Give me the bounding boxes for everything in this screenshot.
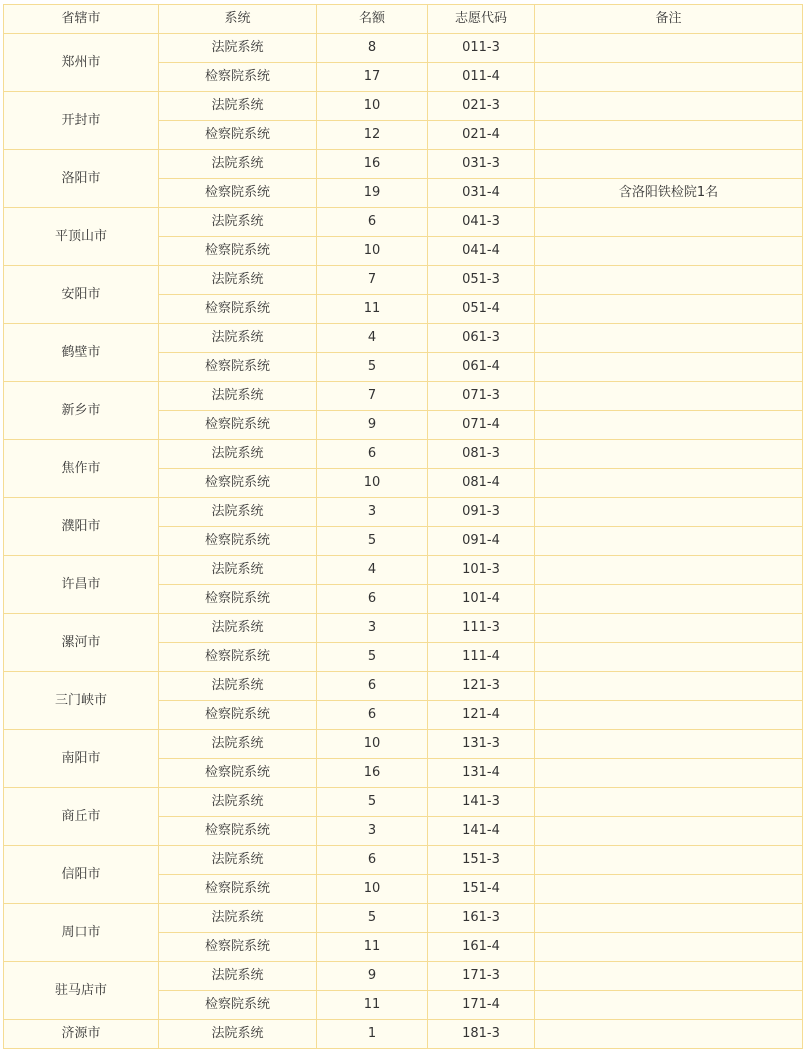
- cell-quota: 10: [317, 730, 428, 759]
- cell-quota: 19: [317, 179, 428, 208]
- cell-city: 开封市: [4, 92, 159, 150]
- cell-code: 061-3: [428, 324, 535, 353]
- cell-quota: 5: [317, 904, 428, 933]
- table-body: [4, 34, 803, 1049]
- cell-quota: 6: [317, 585, 428, 614]
- cell-system: 法院系统: [159, 208, 317, 237]
- cell-note: [535, 1020, 803, 1049]
- cell-system: 检察院系统: [159, 817, 317, 846]
- cell-system: 检察院系统: [159, 933, 317, 962]
- cell-note: [535, 34, 803, 63]
- table-row: [4, 92, 803, 121]
- cell-code: 101-4: [428, 585, 535, 614]
- cell-city: 三门峡市: [4, 672, 159, 730]
- cell-code: 161-4: [428, 933, 535, 962]
- table-row: [4, 788, 803, 817]
- cell-quota: 6: [317, 672, 428, 701]
- cell-quota: 16: [317, 150, 428, 179]
- cell-city: 漯河市: [4, 614, 159, 672]
- table-row: [4, 498, 803, 527]
- cell-city: 新乡市: [4, 382, 159, 440]
- cell-quota: 3: [317, 498, 428, 527]
- cell-note: [535, 411, 803, 440]
- cell-note: [535, 875, 803, 904]
- cell-quota: 10: [317, 237, 428, 266]
- cell-city: 平顶山市: [4, 208, 159, 266]
- cell-note: [535, 440, 803, 469]
- cell-quota: 11: [317, 295, 428, 324]
- table-row: [4, 34, 803, 63]
- cell-system: 法院系统: [159, 440, 317, 469]
- cell-system: 法院系统: [159, 904, 317, 933]
- table-row: [4, 324, 803, 353]
- cell-note: [535, 614, 803, 643]
- cell-note: [535, 527, 803, 556]
- cell-note: [535, 324, 803, 353]
- cell-system: 检察院系统: [159, 701, 317, 730]
- cell-city: 周口市: [4, 904, 159, 962]
- cell-code: 041-4: [428, 237, 535, 266]
- cell-system: 法院系统: [159, 1020, 317, 1049]
- cell-code: 021-3: [428, 92, 535, 121]
- header-quota: 名额: [317, 5, 428, 34]
- cell-note: [535, 63, 803, 92]
- cell-note: [535, 237, 803, 266]
- table-row: [4, 150, 803, 179]
- cell-quota: 12: [317, 121, 428, 150]
- cell-code: 171-3: [428, 962, 535, 991]
- cell-code: 061-4: [428, 353, 535, 382]
- cell-quota: 6: [317, 846, 428, 875]
- cell-system: 检察院系统: [159, 875, 317, 904]
- cell-code: 031-3: [428, 150, 535, 179]
- cell-code: 031-4: [428, 179, 535, 208]
- cell-system: 法院系统: [159, 382, 317, 411]
- cell-quota: 17: [317, 63, 428, 92]
- cell-note: [535, 904, 803, 933]
- cell-note: 含洛阳铁检院1名: [535, 179, 803, 208]
- table-row: [4, 440, 803, 469]
- cell-city: 驻马店市: [4, 962, 159, 1020]
- cell-code: 091-4: [428, 527, 535, 556]
- cell-quota: 7: [317, 266, 428, 295]
- cell-code: 121-4: [428, 701, 535, 730]
- cell-quota: 11: [317, 933, 428, 962]
- cell-note: [535, 991, 803, 1020]
- cell-code: 141-3: [428, 788, 535, 817]
- cell-quota: 9: [317, 411, 428, 440]
- table-row: [4, 1020, 803, 1049]
- cell-note: [535, 817, 803, 846]
- cell-note: [535, 788, 803, 817]
- cell-city: 南阳市: [4, 730, 159, 788]
- cell-quota: 10: [317, 469, 428, 498]
- cell-code: 141-4: [428, 817, 535, 846]
- cell-quota: 5: [317, 527, 428, 556]
- cell-system: 检察院系统: [159, 585, 317, 614]
- cell-code: 111-3: [428, 614, 535, 643]
- cell-note: [535, 353, 803, 382]
- cell-system: 法院系统: [159, 556, 317, 585]
- cell-system: 法院系统: [159, 730, 317, 759]
- cell-code: 131-3: [428, 730, 535, 759]
- cell-system: 法院系统: [159, 150, 317, 179]
- cell-note: [535, 759, 803, 788]
- header-system: 系统: [159, 5, 317, 34]
- cell-system: 检察院系统: [159, 121, 317, 150]
- cell-system: 法院系统: [159, 498, 317, 527]
- table-row: [4, 904, 803, 933]
- cell-city: 濮阳市: [4, 498, 159, 556]
- cell-quota: 11: [317, 991, 428, 1020]
- cell-code: 161-3: [428, 904, 535, 933]
- cell-code: 111-4: [428, 643, 535, 672]
- cell-code: 181-3: [428, 1020, 535, 1049]
- cell-note: [535, 92, 803, 121]
- cell-note: [535, 266, 803, 295]
- cell-note: [535, 846, 803, 875]
- cell-city: 郑州市: [4, 34, 159, 92]
- cell-system: 法院系统: [159, 614, 317, 643]
- cell-note: [535, 730, 803, 759]
- cell-system: 法院系统: [159, 788, 317, 817]
- cell-code: 081-4: [428, 469, 535, 498]
- table-row: [4, 730, 803, 759]
- cell-system: 法院系统: [159, 846, 317, 875]
- cell-system: 法院系统: [159, 92, 317, 121]
- cell-code: 091-3: [428, 498, 535, 527]
- cell-quota: 4: [317, 324, 428, 353]
- cell-note: [535, 295, 803, 324]
- cell-quota: 5: [317, 643, 428, 672]
- cell-code: 151-3: [428, 846, 535, 875]
- cell-quota: 10: [317, 92, 428, 121]
- cell-quota: 16: [317, 759, 428, 788]
- cell-code: 121-3: [428, 672, 535, 701]
- cell-quota: 4: [317, 556, 428, 585]
- cell-code: 011-4: [428, 63, 535, 92]
- header-code: 志愿代码: [428, 5, 535, 34]
- cell-quota: 10: [317, 875, 428, 904]
- cell-code: 021-4: [428, 121, 535, 150]
- cell-code: 081-3: [428, 440, 535, 469]
- table-row: [4, 208, 803, 237]
- cell-note: [535, 643, 803, 672]
- table-row: [4, 672, 803, 701]
- table-row: [4, 846, 803, 875]
- cell-code: 151-4: [428, 875, 535, 904]
- cell-code: 101-3: [428, 556, 535, 585]
- cell-quota: 3: [317, 817, 428, 846]
- header-note: 备注: [535, 5, 803, 34]
- cell-note: [535, 585, 803, 614]
- cell-city: 鹤壁市: [4, 324, 159, 382]
- cell-code: 011-3: [428, 34, 535, 63]
- cell-quota: 5: [317, 788, 428, 817]
- cell-quota: 6: [317, 701, 428, 730]
- cell-system: 检察院系统: [159, 353, 317, 382]
- cell-system: 法院系统: [159, 962, 317, 991]
- cell-quota: 7: [317, 382, 428, 411]
- cell-system: 检察院系统: [159, 643, 317, 672]
- cell-city: 信阳市: [4, 846, 159, 904]
- cell-system: 检察院系统: [159, 759, 317, 788]
- table-row: [4, 266, 803, 295]
- cell-system: 检察院系统: [159, 63, 317, 92]
- cell-note: [535, 962, 803, 991]
- table-row: [4, 962, 803, 991]
- cell-quota: 3: [317, 614, 428, 643]
- cell-system: 检察院系统: [159, 179, 317, 208]
- table-row: [4, 556, 803, 585]
- cell-system: 检察院系统: [159, 411, 317, 440]
- cell-system: 法院系统: [159, 324, 317, 353]
- cell-quota: 1: [317, 1020, 428, 1049]
- cell-city: 商丘市: [4, 788, 159, 846]
- cell-note: [535, 556, 803, 585]
- cell-system: 检察院系统: [159, 991, 317, 1020]
- cell-note: [535, 672, 803, 701]
- cell-system: 检察院系统: [159, 469, 317, 498]
- cell-code: 041-3: [428, 208, 535, 237]
- cell-city: 许昌市: [4, 556, 159, 614]
- cell-city: 洛阳市: [4, 150, 159, 208]
- cell-quota: 8: [317, 34, 428, 63]
- cell-system: 法院系统: [159, 672, 317, 701]
- cell-code: 171-4: [428, 991, 535, 1020]
- cell-system: 检察院系统: [159, 295, 317, 324]
- cell-code: 071-4: [428, 411, 535, 440]
- cell-code: 071-3: [428, 382, 535, 411]
- cell-quota: 9: [317, 962, 428, 991]
- cell-code: 051-3: [428, 266, 535, 295]
- cell-note: [535, 701, 803, 730]
- cell-note: [535, 208, 803, 237]
- cell-note: [535, 150, 803, 179]
- cell-note: [535, 469, 803, 498]
- cell-quota: 6: [317, 208, 428, 237]
- cell-system: 法院系统: [159, 266, 317, 295]
- cell-note: [535, 498, 803, 527]
- quota-table: [3, 4, 803, 1049]
- cell-quota: 6: [317, 440, 428, 469]
- cell-city: 济源市: [4, 1020, 159, 1049]
- table-row: [4, 382, 803, 411]
- cell-note: [535, 382, 803, 411]
- table-header-row: [4, 5, 803, 34]
- cell-code: 131-4: [428, 759, 535, 788]
- cell-city: 安阳市: [4, 266, 159, 324]
- cell-code: 051-4: [428, 295, 535, 324]
- cell-city: 焦作市: [4, 440, 159, 498]
- cell-note: [535, 121, 803, 150]
- cell-system: 检察院系统: [159, 237, 317, 266]
- cell-system: 法院系统: [159, 34, 317, 63]
- cell-quota: 5: [317, 353, 428, 382]
- cell-note: [535, 933, 803, 962]
- header-city: 省辖市: [4, 5, 159, 34]
- table-row: [4, 614, 803, 643]
- cell-system: 检察院系统: [159, 527, 317, 556]
